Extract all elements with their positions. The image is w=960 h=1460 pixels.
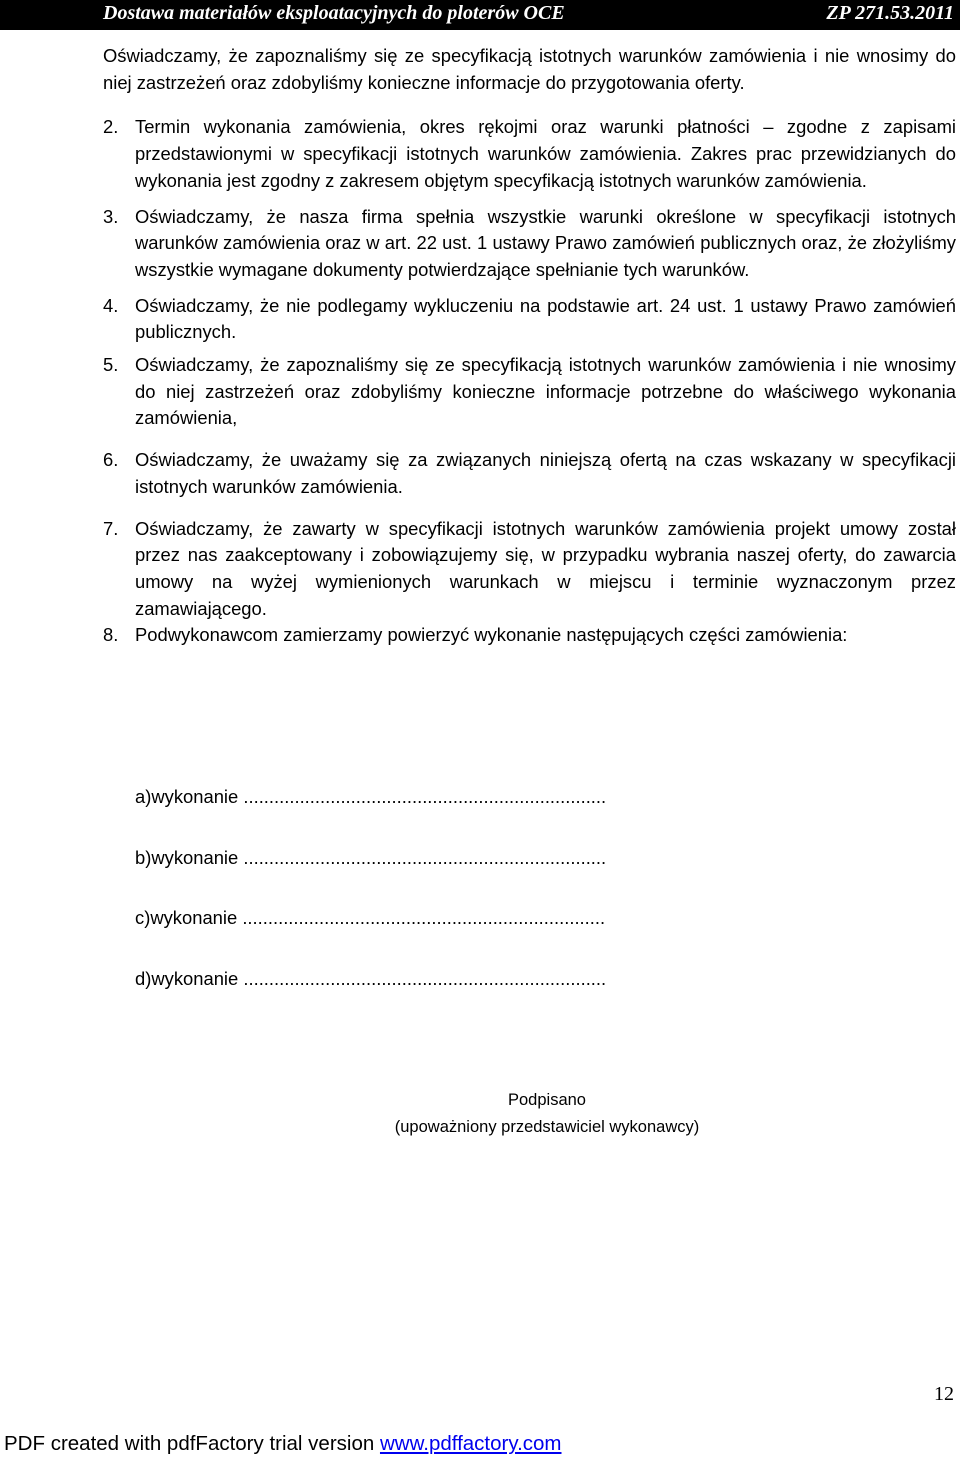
document-body	[103, 43, 956, 649]
signature-label: Podpisano	[508, 1091, 586, 1109]
document-title: Dostawa materiałów eksploatacyjnych do ploterów OCE	[103, 2, 565, 24]
list-item-3	[103, 204, 956, 284]
page-number: 12	[934, 1383, 954, 1405]
reference-number: ZP 271.53.2011	[826, 2, 954, 24]
item-number: 8.	[103, 624, 119, 646]
signature-block	[0, 1087, 960, 1141]
item-text: Podwykonawcom zamierzamy powierzyć wykonanie następujących części zamówienia:	[135, 624, 848, 646]
list-item-4	[103, 293, 956, 346]
pdf-footer	[4, 1432, 562, 1456]
item-text: Oświadczamy, że zapoznaliśmy się ze specyfikacją istotnych warunków zamówienia i nie wnosimy do niej zastrzeżeń oraz zdobyliśmy konieczne informacje potrzebne do właściwego wykonania zamówienia,	[135, 354, 956, 429]
list-item-6	[103, 447, 956, 500]
subcontractor-fill-lines	[135, 786, 606, 1028]
list-item-8	[103, 622, 956, 649]
fill-line-b: b)wykonanie .......................................................................	[135, 846, 607, 868]
item-text: Oświadczamy, że uważamy się za związanych niniejszą ofertą na czas wskazany w specyfikacji istotnych warunków zamówienia.	[135, 449, 956, 497]
footer-text: PDF created with pdfFactory trial version	[4, 1432, 380, 1455]
item-text: Oświadczamy, że nasza firma spełnia wszystkie warunki określone w specyfikacji istotnych warunków zamówienia oraz w art. 22 ust. 1 ustawy Prawo zamówień publicznych oraz, że złożyliśmy wszystkie wymagane dokumenty potwierdzające spełnianie tych warunków.	[135, 205, 956, 280]
list-item-5	[103, 352, 956, 432]
item-number: 6.	[103, 449, 119, 471]
item-number: 2.	[103, 116, 119, 138]
pdffactory-link[interactable]: www.pdffactory.com	[379, 1432, 562, 1455]
item-text: Termin wykonania zamówienia, okres rękojmi oraz warunki płatności – zgodne z zapisami przedstawionymi w specyfikacji istotnych warunków zamówienia. Zakres prac przewidzianych do wykonania jest zgodny z zakresem objętym specyfikacją istotnych warunków zamówienia.	[135, 116, 956, 191]
page-header	[0, 0, 960, 30]
fill-line-a: a)wykonanie .......................................................................	[135, 786, 607, 807]
fill-line-d: d)wykonanie .......................................................................	[135, 967, 607, 989]
list-item-2	[103, 114, 956, 194]
item-text: Oświadczamy, że zawarty w specyfikacji istotnych warunków zamówienia projekt umowy został przez nas zaakceptowany i zobowiązujemy się, w przypadku wybrania naszej oferty, do zawarcia umowy na wyżej wymienionych warunkach w miejscu i terminie wyznaczonym przez zamawiającego.	[135, 517, 956, 619]
item-number: 3.	[103, 205, 119, 227]
intro-paragraph: Oświadczamy, że zapoznaliśmy się ze specyfikacją istotnych warunków zamówienia i nie wnosimy do niej zastrzeżeń oraz zdobyliśmy konieczne informacje do przygotowania oferty.	[103, 45, 956, 93]
list-item-7	[103, 516, 956, 623]
item-text: Oświadczamy, że nie podlegamy wykluczeniu na podstawie art. 24 ust. 1 ustawy Prawo zamówień publicznych.	[135, 294, 956, 343]
item-number: 7.	[103, 517, 119, 539]
fill-line-c: c)wykonanie .......................................................................	[135, 907, 606, 928]
signature-caption: (upoważniony przedstawiciel wykonawcy)	[394, 1118, 700, 1136]
item-number: 4.	[103, 294, 119, 316]
item-number: 5.	[103, 354, 119, 376]
